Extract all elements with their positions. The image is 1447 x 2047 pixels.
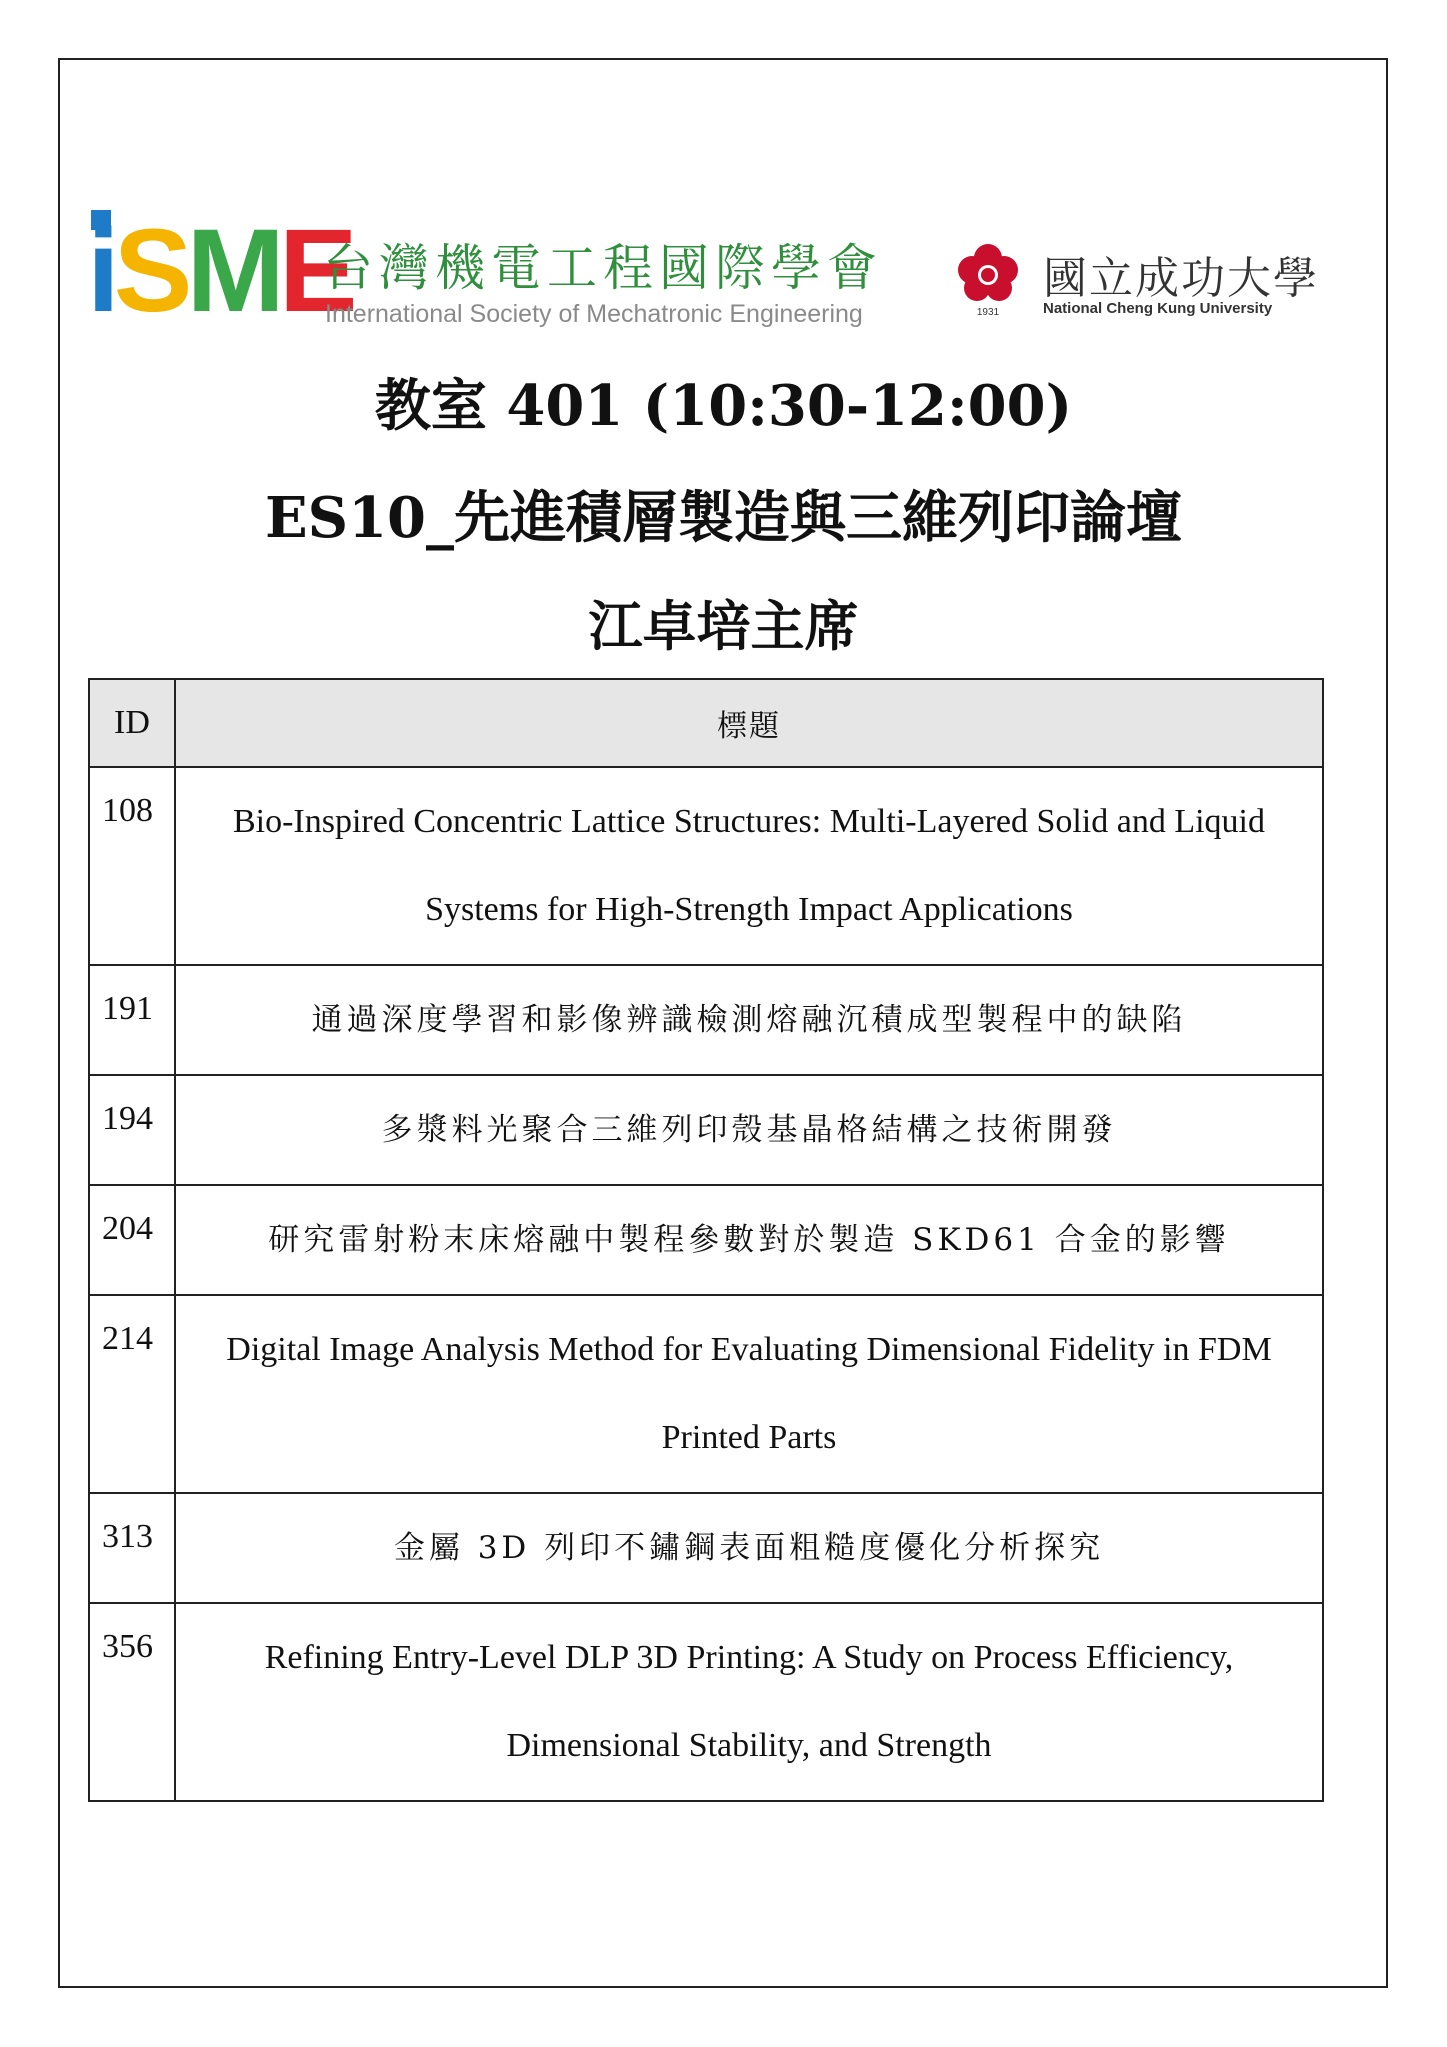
header-title <box>175 679 1323 767</box>
paper-title: 研究雷射粉末床熔融中製程參數對於製造 SKD61 合金的影響 <box>175 1185 1323 1295</box>
session-title-heading: ES10_先進積層製造與三維列印論壇 <box>264 485 1183 551</box>
ncku-seal-icon <box>955 240 1021 318</box>
paper-id: 194 <box>89 1075 175 1185</box>
ncku-logo <box>955 240 1319 330</box>
paper-id: 191 <box>89 965 175 1075</box>
header-id: ID <box>89 679 175 767</box>
table-row <box>89 1075 1323 1185</box>
paper-title: Refining Entry-Level DLP 3D Printing: A Study on Process Efficiency, Dimensional Stability, and Strength <box>175 1603 1323 1801</box>
table-row <box>89 1295 1323 1493</box>
table-row <box>89 767 1323 965</box>
ncku-seal-year: 1931 <box>976 307 1000 318</box>
paper-title: 多漿料光聚合三維列印殼基晶格結構之技術開發 <box>175 1075 1323 1185</box>
paper-title: 通過深度學習和影像辨識檢測熔融沉積成型製程中的缺陷 <box>175 965 1323 1075</box>
isme-logo-mark: iSME <box>87 205 352 337</box>
paper-title: Bio-Inspired Concentric Lattice Structures: Multi-Layered Solid and Liquid Systems for High-Strength Impact Applications <box>175 767 1323 965</box>
isme-logo <box>87 205 887 337</box>
table-row <box>89 1603 1323 1801</box>
table-row <box>89 1185 1323 1295</box>
ncku-name-zh: 國立成功大學 <box>1043 253 1319 304</box>
paper-title: Digital Image Analysis Method for Evaluating Dimensional Fidelity in FDM Printed Parts <box>175 1295 1323 1493</box>
papers-table <box>88 678 1324 1802</box>
paper-id: 313 <box>89 1493 175 1603</box>
isme-name-en: International Society of Mechatronic Engineering <box>325 300 863 328</box>
paper-title: 金屬 3D 列印不鏽鋼表面粗糙度優化分析探究 <box>175 1493 1323 1603</box>
table-row <box>89 965 1323 1075</box>
paper-id: 356 <box>89 1603 175 1801</box>
paper-id: 108 <box>89 767 175 965</box>
header-title-label: 標題 <box>717 709 781 744</box>
room-time-heading: 教室 401 (10:30-12:00) <box>374 373 1073 439</box>
isme-name-zh: 台灣機電工程國際學會 <box>323 239 883 297</box>
ncku-name-en: National Cheng Kung University <box>1043 300 1273 317</box>
table-row <box>89 1493 1323 1603</box>
paper-id: 204 <box>89 1185 175 1295</box>
paper-id: 214 <box>89 1295 175 1493</box>
table-header-row <box>89 679 1323 767</box>
chair-heading: 江卓培主席 <box>588 594 859 658</box>
